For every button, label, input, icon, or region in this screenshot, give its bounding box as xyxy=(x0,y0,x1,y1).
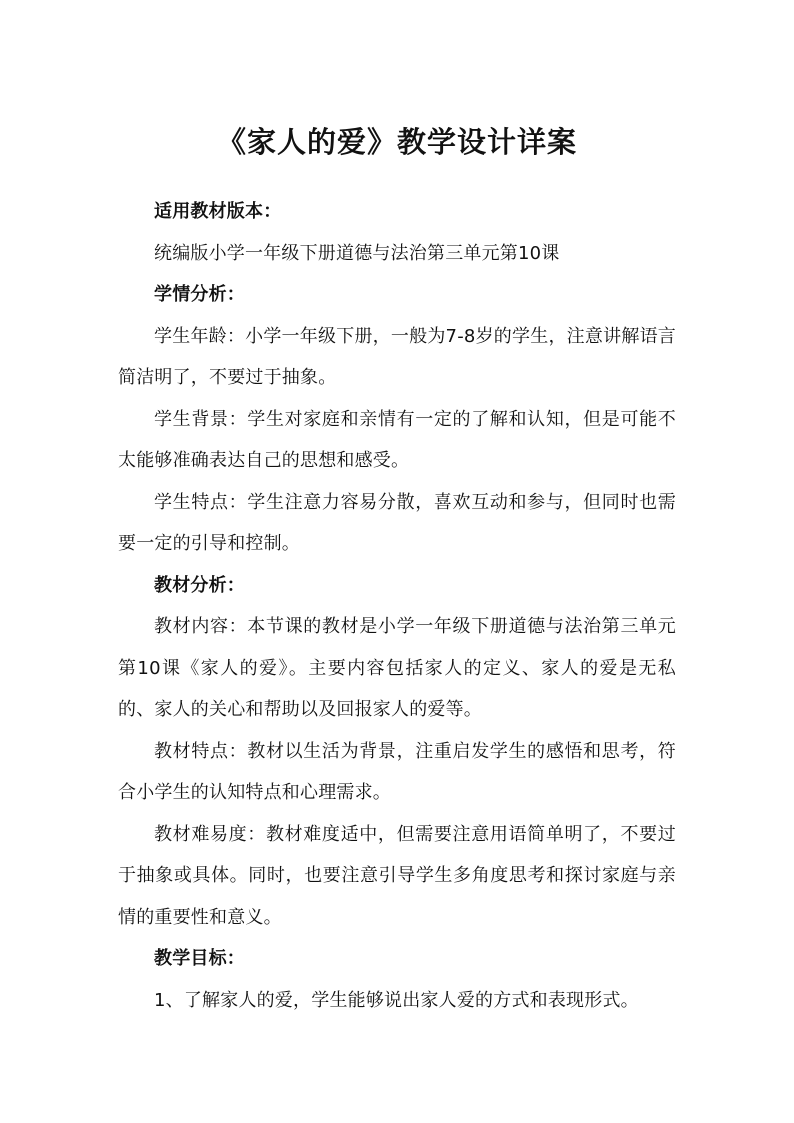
student-age-paragraph: 学生年龄：小学一年级下册，一般为7-8岁的学生，注意讲解语言简洁明了，不要过于抽象。 xyxy=(118,325,676,388)
teaching-goal-item: 1、了解家人的爱，学生能够说出家人爱的方式和表现形式。 xyxy=(154,989,639,1011)
document-title: 《家人的爱》教学设计详案 xyxy=(216,125,577,159)
student-traits-paragraph: 学生特点：学生注意力容易分散，喜欢互动和参与，但同时也需要一定的引导和控制。 xyxy=(118,491,676,554)
section-heading-student-analysis: 学情分析： xyxy=(154,284,245,305)
section-heading-teaching-goals: 教学目标： xyxy=(154,948,245,969)
section-heading-textbook-analysis: 教材分析： xyxy=(154,574,245,596)
textbook-features-paragraph: 教材特点：教材以生活为背景，注重启发学生的感悟和思考，符合小学生的认知特点和心理需求。 xyxy=(118,740,676,803)
textbook-version-text: 统编版小学一年级下册道德与法治第三单元第10课 xyxy=(154,242,560,264)
textbook-difficulty-paragraph: 教材难易度：教材难度适中，但需要注意用语简单明了，不要过于抽象或具体。同时，也要注意引导学生多角度思考和探讨家庭与亲情的重要性和意义。 xyxy=(118,823,676,928)
document-body xyxy=(118,191,676,1021)
textbook-content-paragraph: 教材内容：本节课的教材是小学一年级下册道德与法治第三单元第10课《家人的爱》。主要内容包括家人的定义、家人的爱是无私的、家人的关心和帮助以及回报家人的爱等。 xyxy=(118,616,676,720)
student-background-paragraph: 学生背景：学生对家庭和亲情有一定的了解和认知，但是可能不太能够准确表达自己的思想和感受。 xyxy=(118,408,676,471)
section-heading-textbook-version: 适用教材版本： xyxy=(154,201,282,222)
